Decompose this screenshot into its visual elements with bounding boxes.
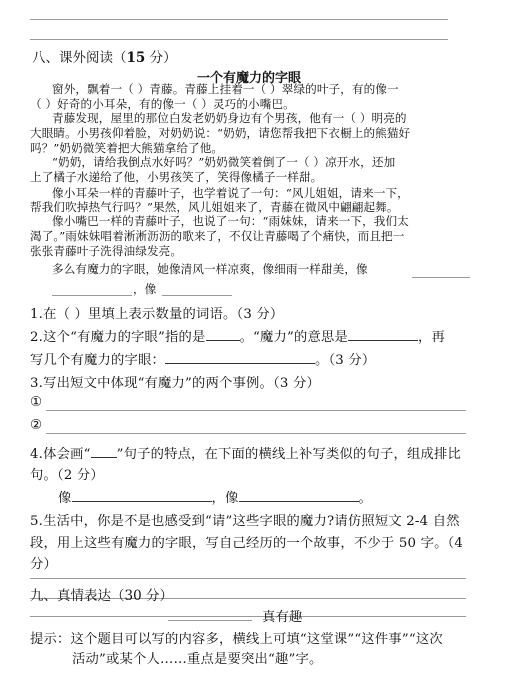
answer-blank[interactable] xyxy=(348,329,418,341)
story-line: “奶奶，请给我倒点水好吗？”奶奶微笑着倒了一（ ）凉开水，还加 xyxy=(52,155,396,169)
section-8-heading: 八、课外阅读（15 分） xyxy=(32,50,177,66)
answer-line[interactable] xyxy=(30,578,466,579)
story-title: 一个有魔力的字眼 xyxy=(197,71,302,86)
essay-title-suffix: 真有趣 xyxy=(262,610,303,625)
answer-line[interactable] xyxy=(46,410,466,411)
question-5-cont: 段，用上这些有魔力的字眼，写自己经历的一个故事，不少于 50 字。（4 xyxy=(30,536,464,551)
answer-line[interactable] xyxy=(30,616,466,617)
story-line: 大眼睛。小男孩仰着脸，对奶奶说：“奶奶，请您帮我把下衣橱上的熊猫好 xyxy=(30,126,411,140)
answer-blank xyxy=(412,277,470,278)
hint-text: 提示：这个题目可以写的内容多，横线上可填“这堂课”“这件事”“这次 xyxy=(30,632,443,647)
answer-blank[interactable] xyxy=(206,329,240,341)
answer-blank xyxy=(52,295,132,296)
hint-text-cont: 活动”或某个人……重点是要突出“趣”字。 xyxy=(72,652,323,667)
answer-line xyxy=(30,19,448,20)
item-marker: ① xyxy=(30,395,43,410)
story-line: 青藤发现，屋里的那位白发老奶奶身边有个男孩，他有一（ ）明亮的 xyxy=(52,111,407,125)
answer-blank[interactable] xyxy=(165,352,315,364)
story-line: 张张青藤叶子洗得油绿发亮。 xyxy=(30,244,183,258)
question-4: 4.体会画“ ”句子的特点，在下面的横线上补写类似的句子，组成排比 xyxy=(30,447,461,462)
answer-blank[interactable] xyxy=(72,490,212,502)
story-line: 吗？”奶奶微笑着把大熊猫拿给了他。 xyxy=(30,141,224,155)
question-5: 5.生活中，你是不是也感受到“请”这些字眼的魔力?请仿照短文 2-4 自然 xyxy=(30,514,460,529)
answer-blank[interactable] xyxy=(239,490,359,502)
question-4-cont: 句。（2 分） xyxy=(30,468,104,483)
question-4-answer: 像 ，像 。 xyxy=(58,491,372,506)
question-2: 2.这个“有魔力的字眼”指的是 。“魔力”的意思是 ，再 xyxy=(30,330,446,345)
story-line: 像小耳朵一样的青藤叶子，也学着说了一句：“风儿姐姐，请来一下， xyxy=(52,186,409,200)
story-line: 窗外，飘着一（ ）青藤。青藤上挂着一（ ）翠绿的叶子，有的像一 xyxy=(52,82,399,96)
question-5-cont: 分） xyxy=(30,557,57,572)
answer-blank[interactable] xyxy=(91,446,117,458)
answer-line xyxy=(30,39,448,40)
title-blank[interactable] xyxy=(168,620,252,621)
story-line: 像小嘴巴一样的青藤叶子，也说了一句：“雨妹妹，请来一下，我们太 xyxy=(52,214,409,228)
answer-blank xyxy=(162,295,232,296)
story-line: 上了橘子水递给了他，小男孩笑了，笑得像橘子一样甜。 xyxy=(30,170,323,184)
section-9-heading: 九、真情表达（30 分） xyxy=(30,588,173,604)
story-line: 渴了。”雨妹妹唱着淅淅沥沥的歌来了，不仅让青藤喝了个痛快，而且把一 xyxy=(30,229,405,243)
question-2-cont: 写几个有魔力的字眼： 。（3 分） xyxy=(30,353,376,368)
item-marker: ② xyxy=(30,418,43,433)
story-line: 多么有魔力的字眼，她像清风一样凉爽，像细雨一样甜美，像 xyxy=(52,262,368,276)
question-1: 1.在（ ）里填上表示数量的词语。（3 分） xyxy=(30,307,284,322)
story-line: （ ）好奇的小耳朵，有的像一（ ）灵巧的小嘴巴。 xyxy=(30,97,295,111)
story-line: ，像 xyxy=(133,282,157,296)
answer-line[interactable] xyxy=(46,433,466,434)
story-line: 帮我们吹掉热气行吗？”果然，风儿姐姐来了，青藤在微风中翩翩起舞。 xyxy=(30,200,399,214)
question-3: 3.写出短文中体现“有魔力”的两个事例。（3 分） xyxy=(30,376,320,391)
